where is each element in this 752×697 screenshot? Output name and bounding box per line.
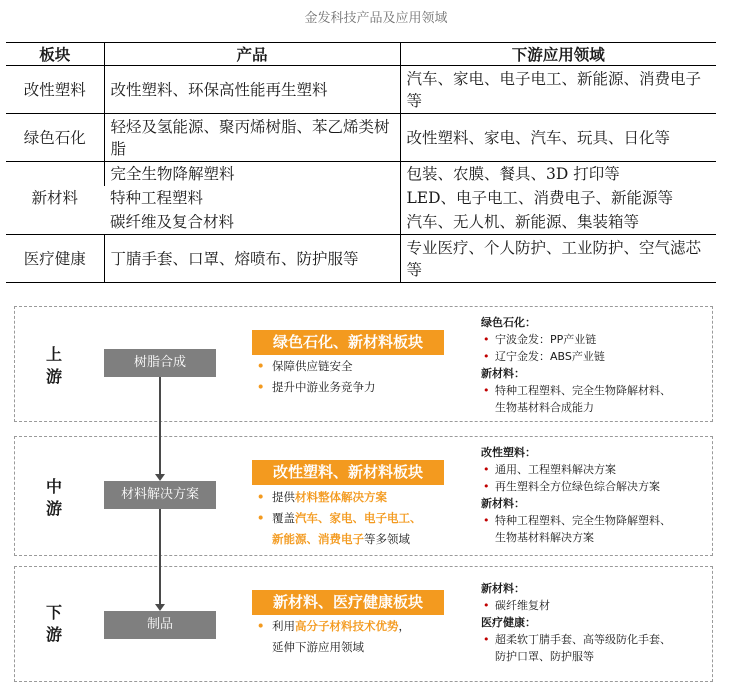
note-text: 通用、工程塑料解决方案 <box>495 463 616 476</box>
bullet-dot-icon: • <box>483 333 490 346</box>
box-products: 制品 <box>104 611 216 639</box>
note-continuation: 生物基材料合成能力 <box>495 401 594 414</box>
bullets-downstream <box>255 616 460 658</box>
bullet-text: 利用 <box>272 619 295 633</box>
bullet-item-cont <box>255 637 460 658</box>
bullet-item <box>255 508 460 529</box>
flow-arrow-1 <box>155 474 165 481</box>
flow-line-2 <box>159 507 161 606</box>
bullet-dot-icon: • <box>257 380 265 394</box>
cell-application: 汽车、无人机、新能源、集装箱等 <box>400 210 716 235</box>
bullet-dot-icon: • <box>483 350 490 363</box>
header-product: 产品 <box>104 43 400 66</box>
cell-application: 专业医疗、个人防护、工业防护、空气滤芯等 <box>400 235 716 283</box>
note-heading: 医疗健康： <box>481 616 536 629</box>
note-item <box>481 478 706 495</box>
bullet-text: 覆盖 <box>272 511 295 525</box>
note-heading: 新材料： <box>481 367 525 380</box>
flow-line-1 <box>159 377 161 476</box>
bullet-dot-icon: • <box>483 633 490 646</box>
note-text: 特种工程塑料、完全生物降解塑料、 <box>495 514 671 527</box>
bullet-text: 等多领域 <box>364 532 410 546</box>
cell-application: 改性塑料、家电、汽车、玩具、日化等 <box>400 114 716 162</box>
stage-midstream <box>44 476 64 520</box>
note-item <box>481 512 706 529</box>
bullet-dot-icon: • <box>257 359 265 373</box>
cell-block: 绿色石化 <box>6 114 104 162</box>
figure-title: 金发科技产品及应用领域 <box>304 11 448 26</box>
cell-block: 改性塑料 <box>6 66 104 114</box>
note-item <box>481 348 706 365</box>
bullet-item <box>255 356 460 377</box>
bullet-highlight: 汽车、家电、电子电工、 <box>295 511 422 525</box>
table-row <box>6 162 716 187</box>
cell-block: 新材料 <box>6 162 104 235</box>
bullets-midstream <box>255 487 460 550</box>
bullet-dot-icon: • <box>483 599 490 612</box>
table-row <box>6 210 716 235</box>
bullets-upstream <box>255 356 460 398</box>
bullet-dot-icon: • <box>483 463 490 476</box>
note-item <box>481 461 706 478</box>
bullet-dot-icon: • <box>483 480 490 493</box>
stage-downstream <box>44 602 64 646</box>
bullet-item <box>255 616 460 637</box>
cell-block: 医疗健康 <box>6 235 104 283</box>
cell-product: 完全生物降解塑料 <box>104 162 400 187</box>
bullet-highlight: 新能源、消费电子 <box>272 532 364 546</box>
products-table <box>6 42 716 283</box>
note-text: 宁波金发：PP产业链 <box>495 333 597 346</box>
flow-arrow-2 <box>155 604 165 611</box>
note-text: 特种工程塑料、完全生物降解材料、 <box>495 384 671 397</box>
right-notes-downstream <box>481 580 706 665</box>
note-item <box>481 382 706 399</box>
table-row <box>6 235 716 283</box>
bullet-text: 提升中游业务竞争力 <box>272 380 376 394</box>
cell-application: LED、电子电工、消费电子、新能源等 <box>400 186 716 210</box>
bullet-dot-icon: • <box>257 511 265 525</box>
box-material-solutions: 材料解决方案 <box>104 481 216 509</box>
bullet-text: 延伸下游应用领域 <box>272 640 364 654</box>
cell-product: 改性塑料、环保高性能再生塑料 <box>104 66 400 114</box>
note-text: 碳纤维复材 <box>495 599 550 612</box>
table-row <box>6 114 716 162</box>
note-continuation: 生物基材料解决方案 <box>495 531 594 544</box>
cell-product: 碳纤维及复合材料 <box>104 210 400 235</box>
note-text: 超柔软丁腈手套、高等级防化手套、 <box>495 633 671 646</box>
banner-midstream: 改性塑料、新材料板块 <box>252 460 444 485</box>
cell-product: 丁腈手套、口罩、熔喷布、防护服等 <box>104 235 400 283</box>
bullet-highlight: 材料整体解决方案 <box>295 490 387 504</box>
note-text: 辽宁金发：ABS产业链 <box>495 350 605 363</box>
bullet-text: 保障供应链安全 <box>272 359 353 373</box>
bullet-item <box>255 487 460 508</box>
box-resin-synthesis: 树脂合成 <box>104 349 216 377</box>
right-notes-midstream <box>481 444 706 546</box>
header-block: 板块 <box>6 43 104 66</box>
cell-application: 包装、农膜、餐具、3D 打印等 <box>400 162 716 187</box>
note-text: 再生塑料全方位绿色综合解决方案 <box>495 480 660 493</box>
bullet-item <box>255 377 460 398</box>
stage-label: 下游 <box>45 603 62 644</box>
note-continuation: 防护口罩、防护服等 <box>495 650 594 663</box>
stage-label: 上游 <box>45 345 62 386</box>
table-header-row <box>6 43 716 66</box>
cell-application: 汽车、家电、电子电工、新能源、消费电子等 <box>400 66 716 114</box>
bullet-dot-icon: • <box>483 384 490 397</box>
right-notes-upstream <box>481 314 706 416</box>
cell-product: 轻烃及氢能源、聚丙烯树脂、苯乙烯类树脂 <box>104 114 400 162</box>
cell-product: 特种工程塑料 <box>110 189 204 207</box>
bullet-dot-icon: • <box>483 514 490 527</box>
bullet-text: ， <box>398 619 410 633</box>
bullet-dot-icon: • <box>257 490 265 504</box>
bullet-dot-icon: • <box>257 619 265 633</box>
note-heading: 新材料： <box>481 582 525 595</box>
banner-downstream: 新材料、医疗健康板块 <box>252 590 444 615</box>
header-application: 下游应用领域 <box>400 43 716 66</box>
note-item <box>481 631 706 648</box>
table-row <box>6 66 716 114</box>
stage-upstream <box>44 344 64 388</box>
note-heading: 新材料： <box>481 497 525 510</box>
note-item <box>481 331 706 348</box>
bullet-text: 提供 <box>272 490 295 504</box>
bullet-item-cont <box>255 529 460 550</box>
table-row <box>6 186 716 210</box>
note-heading: 改性塑料： <box>481 446 536 459</box>
bullet-highlight: 高分子材料技术优势 <box>295 619 399 633</box>
note-item <box>481 597 706 614</box>
banner-upstream: 绿色石化、新材料板块 <box>252 330 444 355</box>
note-heading: 绿色石化： <box>481 316 536 329</box>
stage-label: 中游 <box>45 477 62 518</box>
